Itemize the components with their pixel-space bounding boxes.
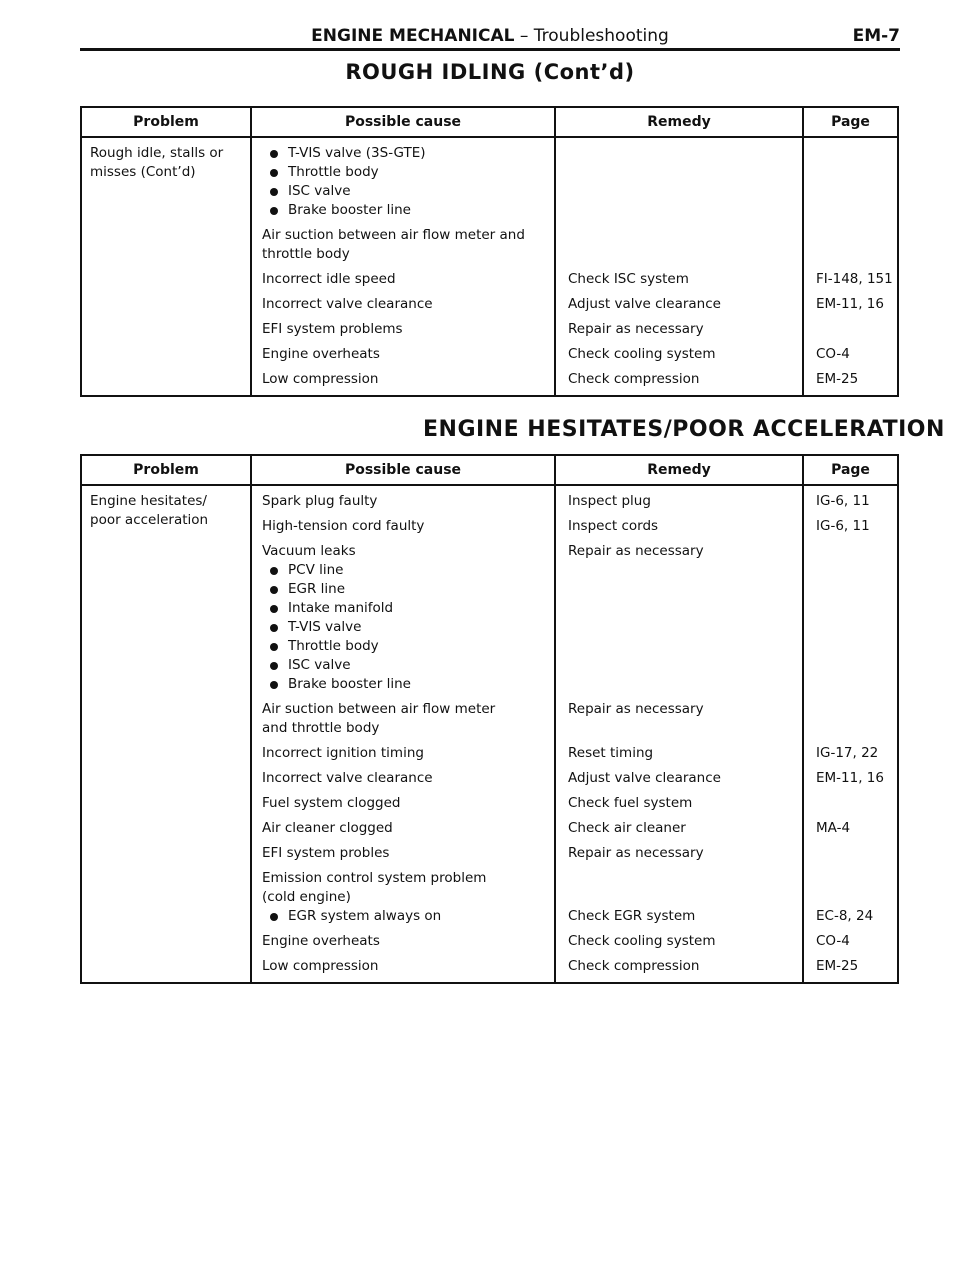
cause-bullet: EGR line	[262, 580, 554, 599]
section-subtitle: – Troubleshooting	[514, 26, 669, 46]
remedy-cell	[555, 137, 803, 396]
header-page: Page	[803, 107, 898, 137]
hesitation-table	[80, 454, 899, 984]
header-rule	[80, 48, 900, 51]
page-cell	[803, 485, 898, 983]
header-remedy: Remedy	[555, 455, 803, 485]
cause-text: Incorrect valve clearance	[262, 770, 433, 786]
header-possible-cause: Possible cause	[251, 455, 555, 485]
cause-bullet: EGR system always on	[262, 907, 554, 926]
remedy-text: Repair as necessary	[568, 321, 704, 337]
page-ref: EM-25	[816, 958, 859, 974]
cause-bullet: Intake manifold	[262, 599, 554, 618]
table-row	[81, 137, 898, 396]
page-ref: FI-148, 151	[816, 271, 893, 287]
cause-bullet: ISC valve	[262, 656, 554, 675]
page-ref: EM-11, 16	[816, 296, 884, 312]
page-ref: IG-6, 11	[816, 493, 870, 509]
header-problem: Problem	[81, 107, 251, 137]
cause-cell	[251, 137, 555, 396]
cause-bullet: Throttle body	[262, 163, 554, 182]
cause-bullet: ISC valve	[262, 182, 554, 201]
rough-idling-title: ROUGH IDLING (Cont’d)	[345, 60, 635, 84]
cause-bullet: Brake booster line	[262, 675, 554, 694]
problem-text: Engine hesitates/	[90, 493, 207, 509]
remedy-text: Check ISC system	[568, 271, 689, 287]
page-ref: EC-8, 24	[816, 908, 874, 924]
page-cell	[803, 137, 898, 396]
cause-bullet: Throttle body	[262, 637, 554, 656]
cause-bullet: PCV line	[262, 561, 554, 580]
remedy-text: Repair as necessary	[568, 845, 704, 861]
page-ref: EM-11, 16	[816, 770, 884, 786]
remedy-text: Check compression	[568, 371, 700, 387]
cause-text: Incorrect ignition timing	[262, 745, 424, 761]
header-page: Page	[803, 455, 898, 485]
remedy-cell	[555, 485, 803, 983]
remedy-text: Reset timing	[568, 745, 654, 761]
page-header	[80, 24, 900, 50]
rough-idling-table	[80, 106, 899, 397]
cause-text: (cold engine)	[262, 889, 351, 905]
remedy-text: Repair as necessary	[568, 543, 704, 559]
cause-text: Engine overheats	[262, 933, 380, 949]
cause-text: Low compression	[262, 958, 379, 974]
cause-text: Spark plug faulty	[262, 493, 378, 509]
remedy-text: Adjust valve clearance	[568, 296, 721, 312]
remedy-text: Check cooling system	[568, 933, 716, 949]
remedy-text: Check compression	[568, 958, 700, 974]
cause-text: throttle body	[262, 246, 350, 262]
remedy-text: Inspect plug	[568, 493, 651, 509]
remedy-text: Check fuel system	[568, 795, 693, 811]
page-ref: CO-4	[816, 933, 850, 949]
cause-cell	[251, 485, 555, 983]
page-number: EM-7	[852, 26, 900, 46]
header-problem: Problem	[81, 455, 251, 485]
remedy-text: Check EGR system	[568, 908, 696, 924]
remedy-text: Check cooling system	[568, 346, 716, 362]
cause-text: Air suction between air flow meter and	[262, 227, 525, 243]
cause-text: Emission control system problem	[262, 870, 487, 886]
cause-text: Incorrect idle speed	[262, 271, 396, 287]
cause-text: High-tension cord faulty	[262, 518, 425, 534]
page-ref: CO-4	[816, 346, 850, 362]
cause-text: Air cleaner clogged	[262, 820, 393, 836]
header-possible-cause: Possible cause	[251, 107, 555, 137]
header-remedy: Remedy	[555, 107, 803, 137]
cause-bullet: T-VIS valve (3S-GTE)	[262, 144, 554, 163]
table-header-row	[81, 107, 898, 137]
problem-cell	[81, 137, 251, 396]
cause-text: Vacuum leaks	[262, 543, 356, 559]
section-heading	[80, 26, 900, 46]
remedy-text: Adjust valve clearance	[568, 770, 721, 786]
cause-text: and throttle body	[262, 720, 380, 736]
cause-bullet: Brake booster line	[262, 201, 554, 220]
problem-text: Rough idle, stalls or	[90, 145, 224, 161]
table-header-row	[81, 455, 898, 485]
cause-text: Low compression	[262, 371, 379, 387]
problem-cell	[81, 485, 251, 983]
remedy-text: Inspect cords	[568, 518, 659, 534]
remedy-text: Check air cleaner	[568, 820, 686, 836]
page-ref: IG-17, 22	[816, 745, 879, 761]
page-ref: EM-25	[816, 371, 859, 387]
cause-text: EFI system problems	[262, 321, 403, 337]
cause-text: Engine overheats	[262, 346, 380, 362]
cause-text: Fuel system clogged	[262, 795, 401, 811]
remedy-text: Repair as necessary	[568, 701, 704, 717]
cause-bullet: T-VIS valve	[262, 618, 554, 637]
hesitation-title: ENGINE HESITATES/POOR ACCELERATION	[423, 417, 945, 442]
section-name: ENGINE MECHANICAL	[311, 26, 515, 46]
cause-text: Incorrect valve clearance	[262, 296, 433, 312]
page-ref: IG-6, 11	[816, 518, 870, 534]
cause-text: EFI system probles	[262, 845, 390, 861]
page-ref: MA-4	[816, 820, 851, 836]
problem-text: misses (Cont’d)	[90, 164, 196, 180]
table-row	[81, 485, 898, 983]
cause-text: Air suction between air flow meter	[262, 701, 496, 717]
problem-text: poor acceleration	[90, 512, 209, 528]
